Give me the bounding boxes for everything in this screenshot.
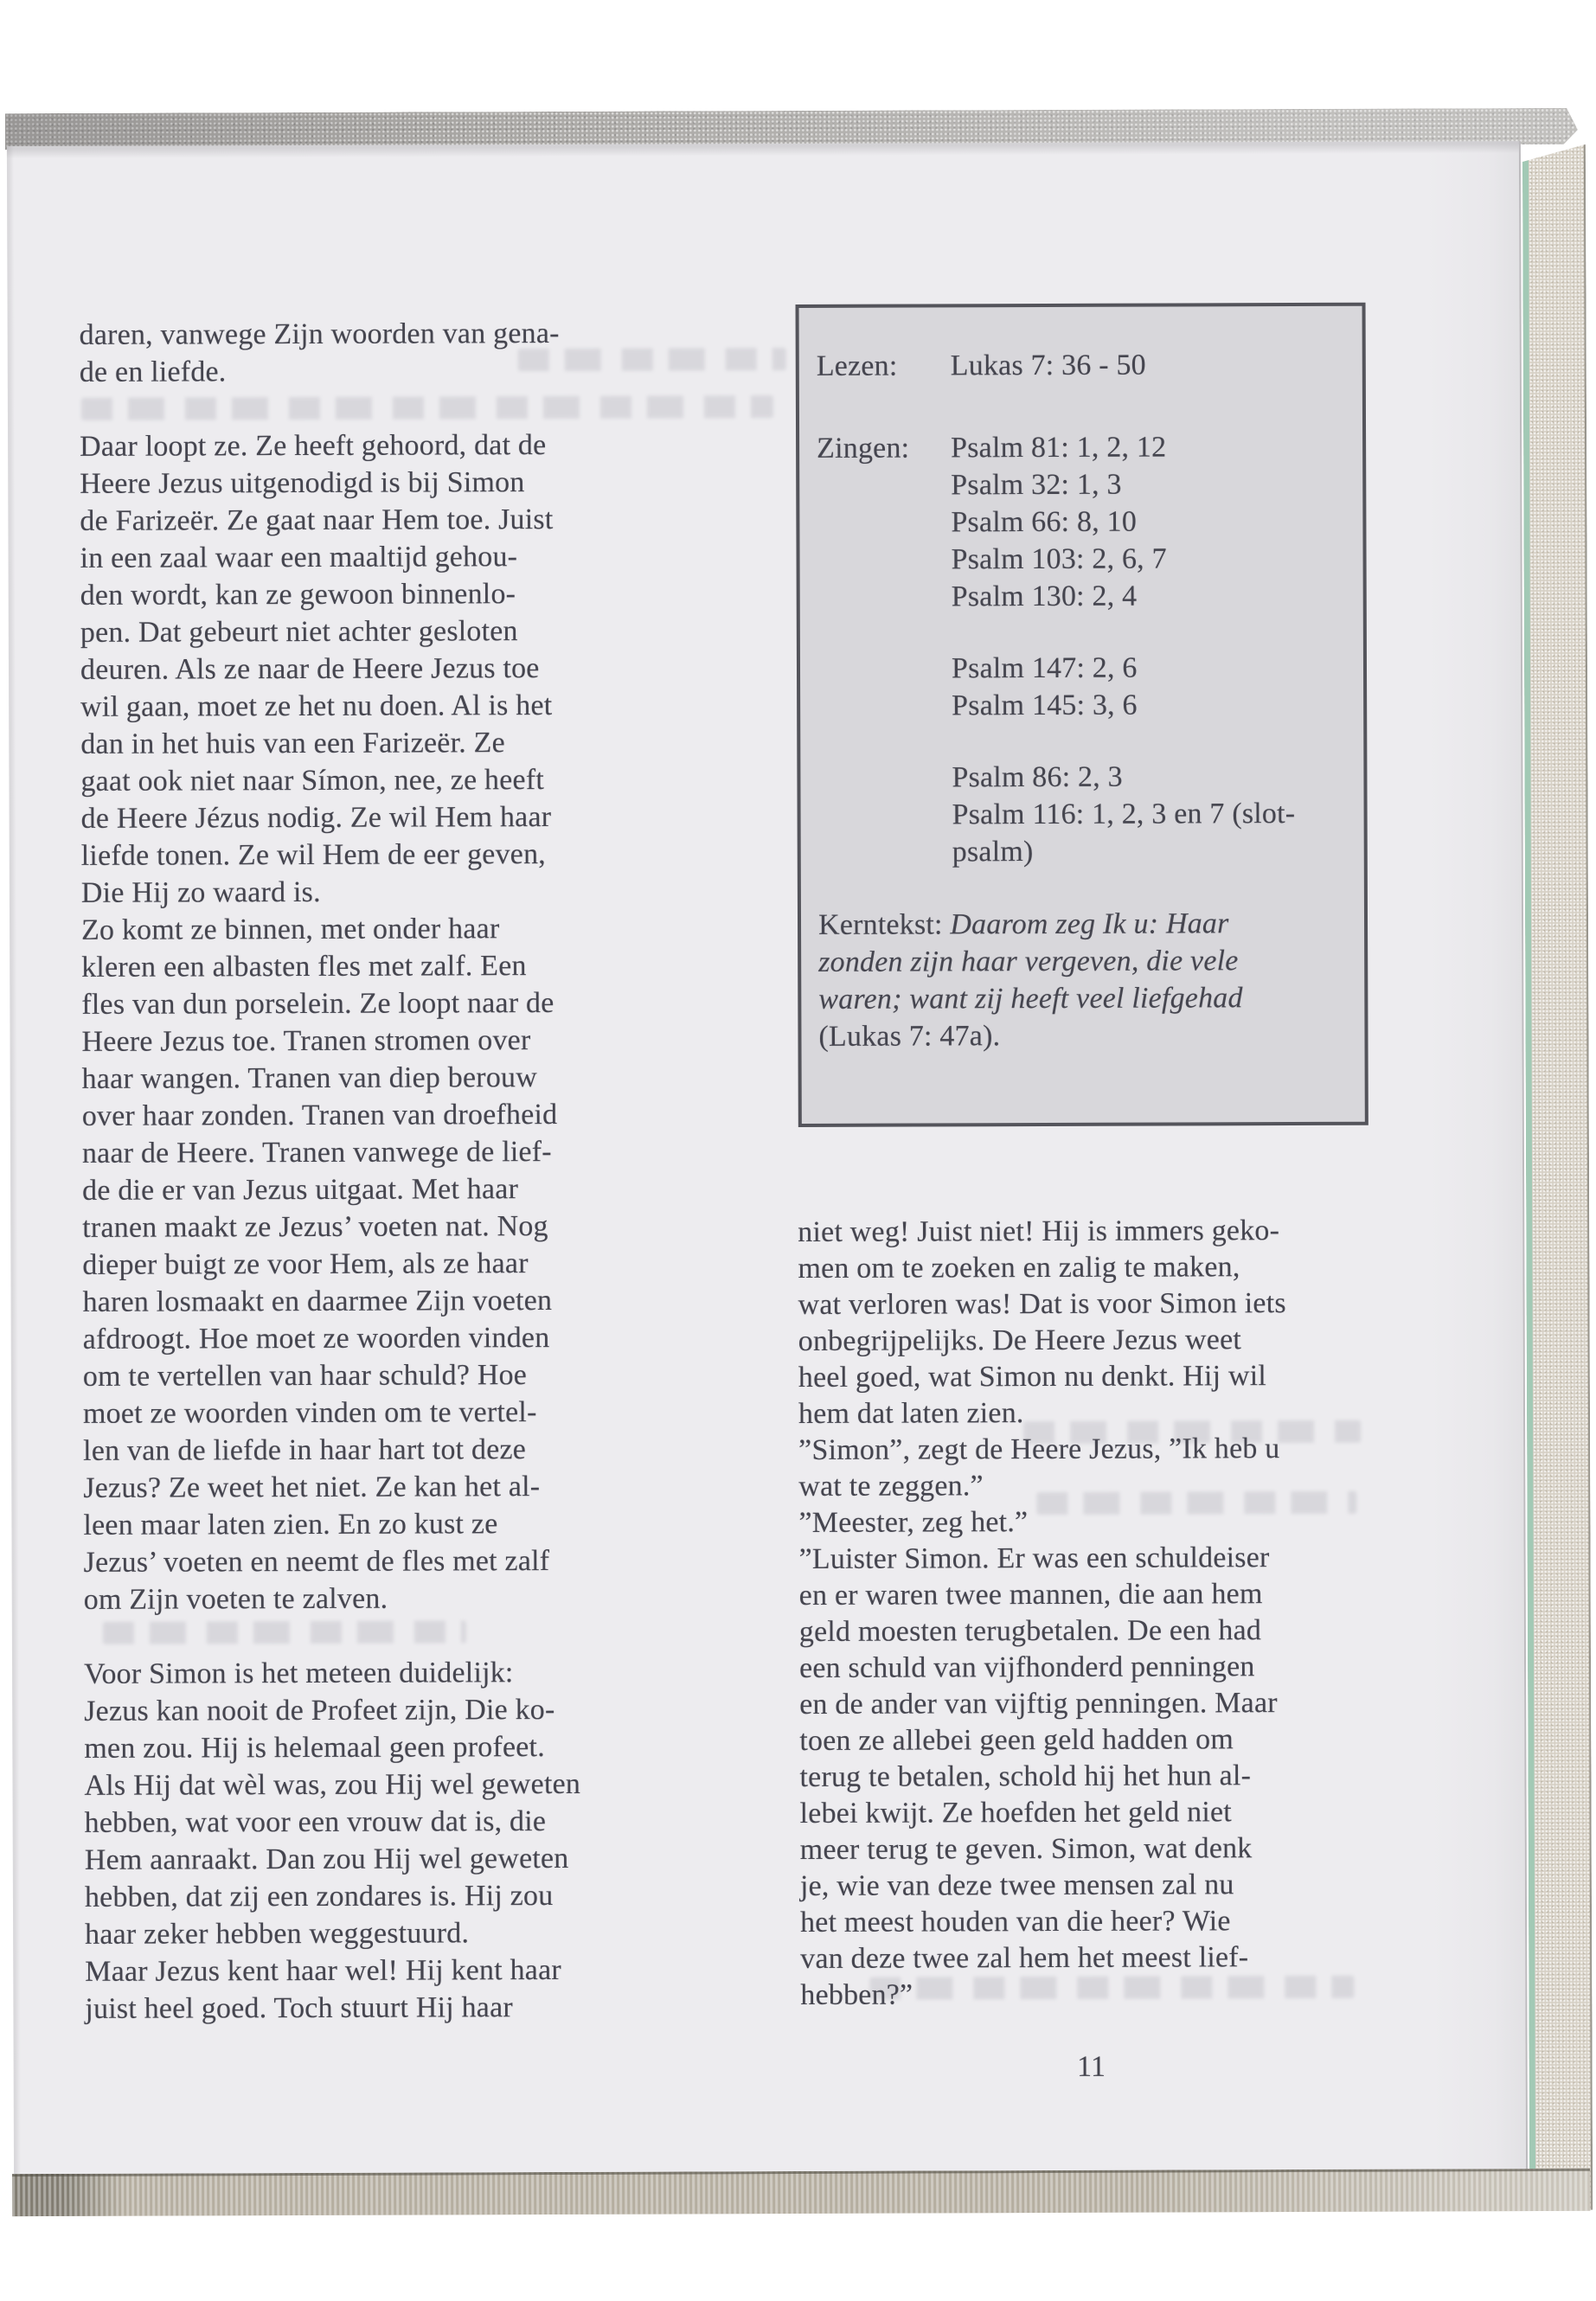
paragraph: Voor Simon is het meteen duidelijk: Jezus kan nooit de Profeet zijn, Die ko- men zou. Hij is helemaal geen profeet. Als Hij dat wèl was, zou Hij wel geweten hebben, wat voor een vrouw dat is, die Hem aanraakt. Dan zou Hij wel geweten hebben, dat zij een zondares is. Hij zou haar zeker hebben weggestuurd. Maar Jezus kent haar wel! Hij kent haar juist heel goed. Toch stuurt Hij haar bbox=[83, 1657, 581, 2025]
book-spine-edge bbox=[1522, 144, 1593, 2210]
reading-box-row bbox=[817, 428, 1360, 616]
row-lines: Psalm 147: 2, 6 Psalm 145: 3, 6 bbox=[951, 651, 1138, 722]
reading-box-row bbox=[817, 758, 1360, 871]
left-text-column bbox=[80, 315, 626, 2028]
row-lines: Psalm 86: 2, 3 Psalm 116: 1, 2, 3 en 7 (slot- psalm) bbox=[952, 760, 1296, 868]
kerntekst-quote: Daarom zeg Ik u: Haar zonden zijn haar vergeven, die vele waren; want zij heeft veel liefgehad bbox=[818, 907, 1243, 1016]
row-lines: Psalm 81: 1, 2, 12 Psalm 32: 1, 3 Psalm 66: 8, 10 Psalm 103: 2, 6, 7 Psalm 130: 2, 4 bbox=[951, 431, 1167, 613]
right-text-column bbox=[798, 1213, 1375, 2014]
reading-box bbox=[796, 303, 1368, 1127]
reading-box-row bbox=[817, 346, 1359, 385]
paragraph: Daar loopt ze. Ze heeft gehoord, dat de Heere Jezus uitgenodigd is bij Simon de Farizeër. Ze gaat naar Hem toe. Juist in een zaal waar een maaltijd gehou- den wordt, kan ze gewoon binnenlo- pen. Dat gebeurt niet achter gesloten deuren. Als ze naar de Heere Jezus toe wil gaan, moet ze het nu doen. Al is het dan in het huis van een Farizeër. Ze gaat ook niet naar Símon, nee, ze heeft de Heere Jézus nodig. Ze wil Hem haar liefde tonen. Ze wil Hem de eer geven, Die Hij zo waard is. Zo komt ze binnen, met onder haar kleren een albasten fles met zalf. Een fles van dun porselein. Ze loopt naar de Heere Jezus toe. Tranen stromen over haar wangen. Tranen van diep berouw over haar zonden. Tranen van droefheid naar de Heere. Tranen vanwege de lief- de die er van Jezus uitgaat. Met haar tranen maakt ze Jezus’ voeten nat. Nog dieper buigt ze voor Hem, als ze haar haren losmaakt en daarmee Zijn voeten afdroogt. Hoe moet ze woorden vinden om te vertellen van haar schuld? Hoe moet ze woorden vinden om te vertel- len van de liefde in haar hart tot deze Jezus? Ze weet het niet. Ze kan het al- leen maar laten zien. En zo kust ze Jezus’ voeten en neemt de fles met zalf om Zijn voeten te zalven. bbox=[80, 429, 558, 1616]
row-label: Lezen: bbox=[816, 349, 898, 382]
page-sheet bbox=[7, 141, 1528, 2174]
paragraph: niet weg! Juist niet! Hij is immers geko- men om te zoeken en zalig te maken, wat verloren was! Dat is voor Simon iets onbegrijpelijks. De Heere Jezus weet heel goed, wat Simon nu denkt. Hij wil hem dat laten zien. ”Simon”, zegt de Heere Jezus, ”Ik heb u wat te zeggen.” ”Meester, zeg het.” ”Luister Simon. Er was een schuldeiser en er waren twee mannen, die aan hem geld moesten terugbetalen. De een had een schuld van vijfhonderd penningen en de ander van vijftig penningen. Maar toen ze allebei geen geld hadden om terug te betalen, schold hij het hun al- lebei kwijt. Ze hoefden het geld niet meer terug te geven. Simon, wat denk je, wie van deze twee mensen zal nu het meest houden van die heer? Wie van deze twee zal hem het meest lief- hebben?” bbox=[798, 1215, 1286, 2011]
row-lines: Lukas 7: 36 - 50 bbox=[950, 349, 1146, 382]
book-scan bbox=[3, 106, 1593, 2224]
row-label: Zingen: bbox=[817, 432, 910, 465]
row-label bbox=[817, 650, 952, 725]
paragraph: daren, vanwege Zijn woorden van gena- de en liefde. bbox=[79, 317, 560, 388]
page-number: 11 bbox=[1076, 2050, 1106, 2083]
row-label bbox=[817, 759, 952, 871]
kerntekst-label: Kerntekst: bbox=[817, 908, 943, 941]
reading-box-row bbox=[817, 649, 1360, 725]
kerntekst-reference: (Lukas 7: 47a). bbox=[818, 1020, 1001, 1053]
kerntekst bbox=[818, 905, 1355, 1055]
page-bottom-edge bbox=[12, 2169, 1590, 2216]
